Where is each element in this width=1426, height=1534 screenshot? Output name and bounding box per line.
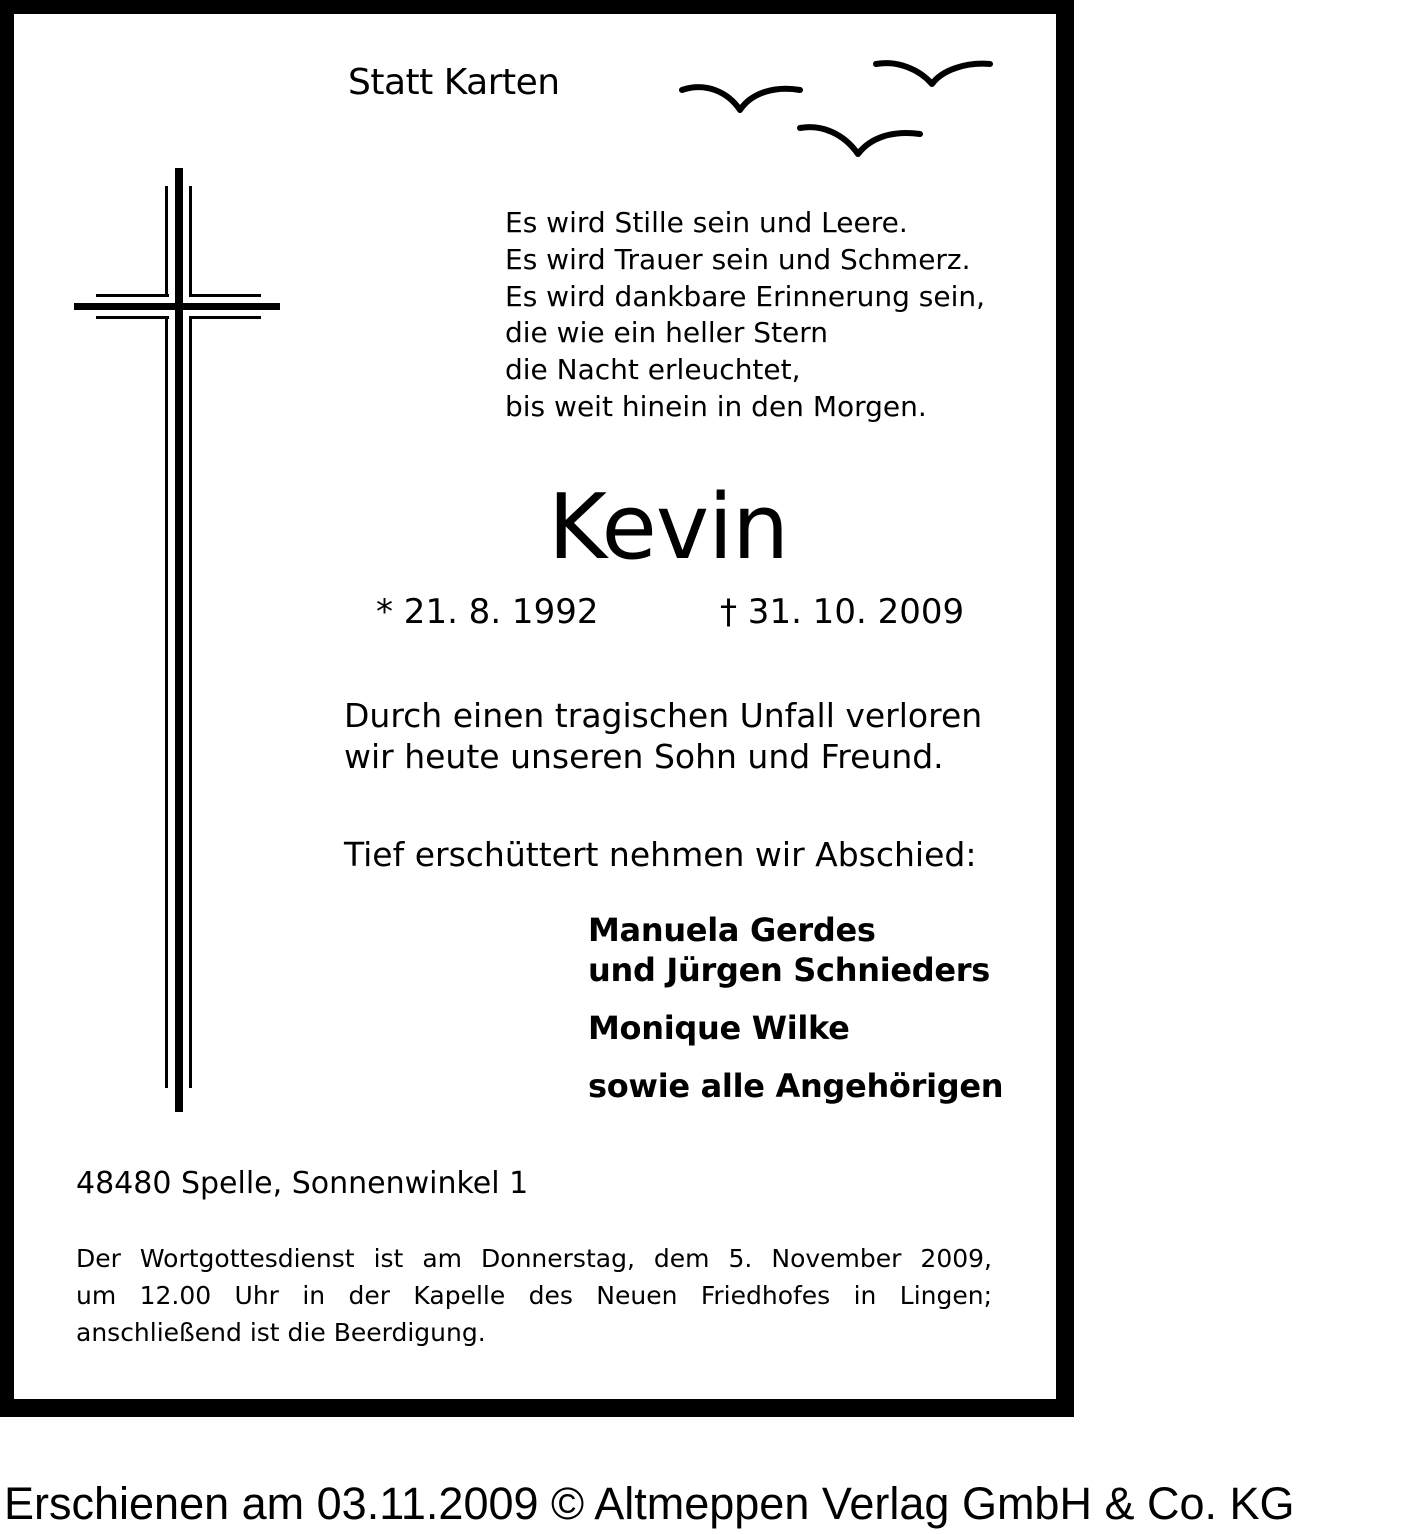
bird-bottom: [800, 127, 920, 154]
mourner-name: Monique Wilke: [588, 1009, 850, 1047]
poem-line: die wie ein heller Stern: [505, 316, 829, 350]
mourners-list: [588, 910, 1003, 1106]
poem-line: die Nacht erleuchtet,: [505, 353, 801, 387]
service-line: Der Wortgottesdienst ist am Donnerstag, dem 5. November 2009,: [76, 1244, 992, 1273]
mourner-name: sowie alle Angehörigen: [588, 1067, 1004, 1105]
birth-date: * 21. 8. 1992: [376, 592, 599, 632]
cross-icon: [72, 168, 282, 1114]
bird-left: [682, 87, 800, 110]
poem-line: Es wird dankbare Erinnerung sein,: [505, 279, 986, 313]
message-line: Durch einen tragischen Unfall verloren: [344, 696, 983, 735]
deceased-name: Kevin: [548, 475, 789, 580]
mourner-name: und Jürgen Schnieders: [588, 951, 990, 989]
birds-icon: [676, 52, 996, 164]
publication-footer: Erschienen am 03.11.2009 © Altmeppen Verlag GmbH & Co. KG: [4, 1478, 1295, 1529]
service-line: um 12.00 Uhr in der Kapelle des Neuen Friedhofes in Lingen;: [76, 1281, 992, 1310]
service-line: anschließend ist die Beerdigung.: [76, 1318, 486, 1347]
poem: [505, 205, 985, 426]
header-statt-karten: Statt Karten: [348, 62, 560, 103]
death-message: [344, 695, 982, 777]
bird-right: [876, 63, 990, 84]
mourner-name: Manuela Gerdes: [588, 911, 876, 949]
message-line: wir heute unseren Sohn und Freund.: [344, 737, 944, 776]
address: 48480 Spelle, Sonnenwinkel 1: [76, 1166, 529, 1201]
poem-line: Es wird Stille sein und Leere.: [505, 206, 908, 239]
farewell-text: Tief erschüttert nehmen wir Abschied:: [344, 835, 977, 874]
poem-line: Es wird Trauer sein und Schmerz.: [505, 242, 971, 276]
death-date: † 31. 10. 2009: [720, 592, 965, 632]
poem-line: bis weit hinein in den Morgen.: [505, 389, 927, 423]
service-info: [76, 1240, 992, 1351]
